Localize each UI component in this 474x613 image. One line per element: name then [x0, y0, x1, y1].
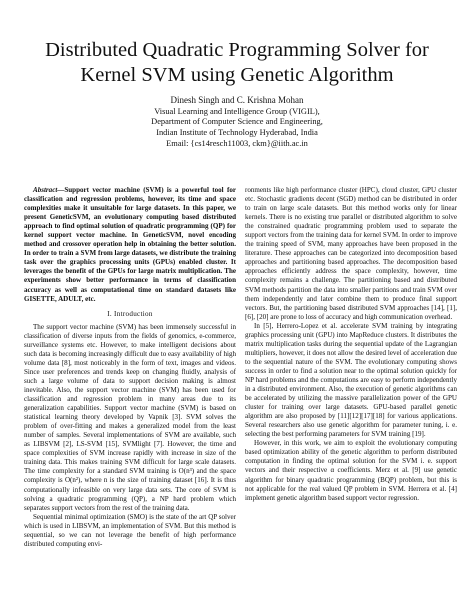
body-paragraph: However, in this work, we aim to exploit the evolutionary computing based optimization ability of the genetic algorithm to perform distributed computation in finding the optimal solution for the SVM i. e. support vectors and their respective α coefficients. Merz et al. [9] use genetic algorithm for binary quadratic programming (BQP) problem, but this is not applicable for the real valued QP problem in SVM. Herrera et al. [4] implement genetic algorithm based support vector regression.	[245, 439, 457, 502]
abstract	[24, 186, 236, 304]
body-paragraph: In [5], Herrero-Lopez et al. accelerate SVM training by integrating graphics processing unit (GPU) into MapReduce clusters. It distributes the matrix multiplication tasks during the sequential update of the Lagrangian multipliers, however, it does not allow the desired level of acceleration due to the sequential nature of the SVM. The evolutionary computing shows success in order to find a solution near to the optimal solution quickly for NP hard problems and the computations are easy to perform independently in a distributed environment. Also, the execution of genetic algorithms can be accelerated by utilizing the massive parallelization power of the GPU cluster for training over large datasets. GPU-based parallel genetic algorithm are also proposed by [11][12][17][18] for various applications. Several researchers also use genetic algorithm for parameter tuning, i. e. selecting the best performing parameters for SVM training [19].	[245, 321, 457, 439]
author-names: Dinesh Singh and C. Krishna Mohan	[170, 95, 304, 105]
affiliation-line-2: Department of Computer Science and Engineering,	[151, 117, 323, 127]
author-block	[60, 95, 414, 150]
paper-title	[20, 38, 454, 88]
affiliation-line-3: Indian Institute of Technology Hyderabad, India	[156, 128, 318, 138]
left-column	[24, 186, 236, 549]
affiliation-line-1: Visual Learning and Intelligence Group (VIGIL),	[154, 106, 320, 116]
author-email: Email: {cs14resch11003, ckm}@iith.ac.in	[166, 138, 308, 148]
body-paragraph: ronments like high performance cluster (HPC), cloud cluster, GPU cluster etc. Stochastic gradients decent (SGD) method can be distributed in order to train on large scale datasets. But this method works only for linear kernels. There is no existing true parallel or distributed algorithm to solve the constrained quadratic programming problem used to separate the support vectors from the training data for kernel SVM. In order to improve the training speed of SVM, many approaches have been proposed in the literature. These approaches can be categorized into decomposition based approaches and partitioning based approaches. The decomposition based approaches efficiently address the space complexity, however, time complexity remains a challenge. The partitioning based and distributed SVM methods partition the data into smaller partitions and train SVM over them independently and later combine them to produce final support vectors. But, the partitioning based distributed SVM approaches [14], [1], [6], [20] are prone to loss of accuracy and high communication overhead.	[245, 186, 457, 321]
abstract-text: —Support vector machine (SVM) is a powerful tool for classification and regression problems, however, its time and space complexities make it unsuitable for large datasets. In this paper, we present GeneticSVM, an evolutionary computing based distributed approach to find optimal solution of quadratic programming (QP) for kernel support vector machine. In GeneticSVM, novel encoding method and crossover operation help in obtaining the better solution. In order to train a SVM from large datasets, we distribute the training task over the graphics processing units (GPUs) enabled cluster. It leverages the benefit of the GPUs for large matrix multiplication. The experiments show better performance in terms of classification accuracy as well as computational time on standard datasets like GISETTE, ADULT, etc.	[24, 186, 236, 303]
body-paragraph: The support vector machine (SVM) has been immensely successful in classification of diverse inputs from the fields of genomics, e-commerce, surveillance systems etc. However, to make intelligent decisions about such data is becoming increasingly difficult due to easy availability of high volume data [8], most noticeably in the form of text, images and videos. Since user preferences and trends keep on changing fluidly, analysis of such a large volume of data to support decision making is almost inevitable. Also, the support vector machine (SVM) has been used for classification and regression problem in many areas due to its generalization capabilities. Support vector machine (SVM) is based on statistical learning theory developed by Vapnik [3]. SVM solves the problem of over-fitting and makes a generalized model from the least number of samples. Several implementations of SVM are available, such as LIBSVM [2], LS-SVM [15], SVMlight [7]. However, the time and space complexities of SVM increase rapidly with increase in size of the training data. This makes training SVM difficult for large scale datasets. The time complexity for a standard SVM training is O(n³) and the space complexity is O(n²), where n is the size of training dataset [16]. It is thus computationally infeasible on very large data sets. The core of SVM is solving a quadratic programming (QP), a NP hard problem which separates support vectors from the rest of the training data.	[24, 322, 236, 512]
right-column	[245, 186, 457, 503]
section-heading-introduction: I. Introduction	[107, 309, 153, 318]
title-line-1: Distributed Quadratic Programming Solver for	[45, 39, 429, 61]
title-line-2: Kernel SVM using Genetic Algorithm	[80, 64, 394, 86]
abstract-label: Abstract	[33, 186, 58, 194]
body-paragraph: Sequential minimal optimization (SMO) is the state of the art QP solver which is used in LIBSVM, an implementation of SVM. But this method is sequential, so we can not leverage the benefit of high performance distributed computing envi-	[24, 512, 236, 548]
